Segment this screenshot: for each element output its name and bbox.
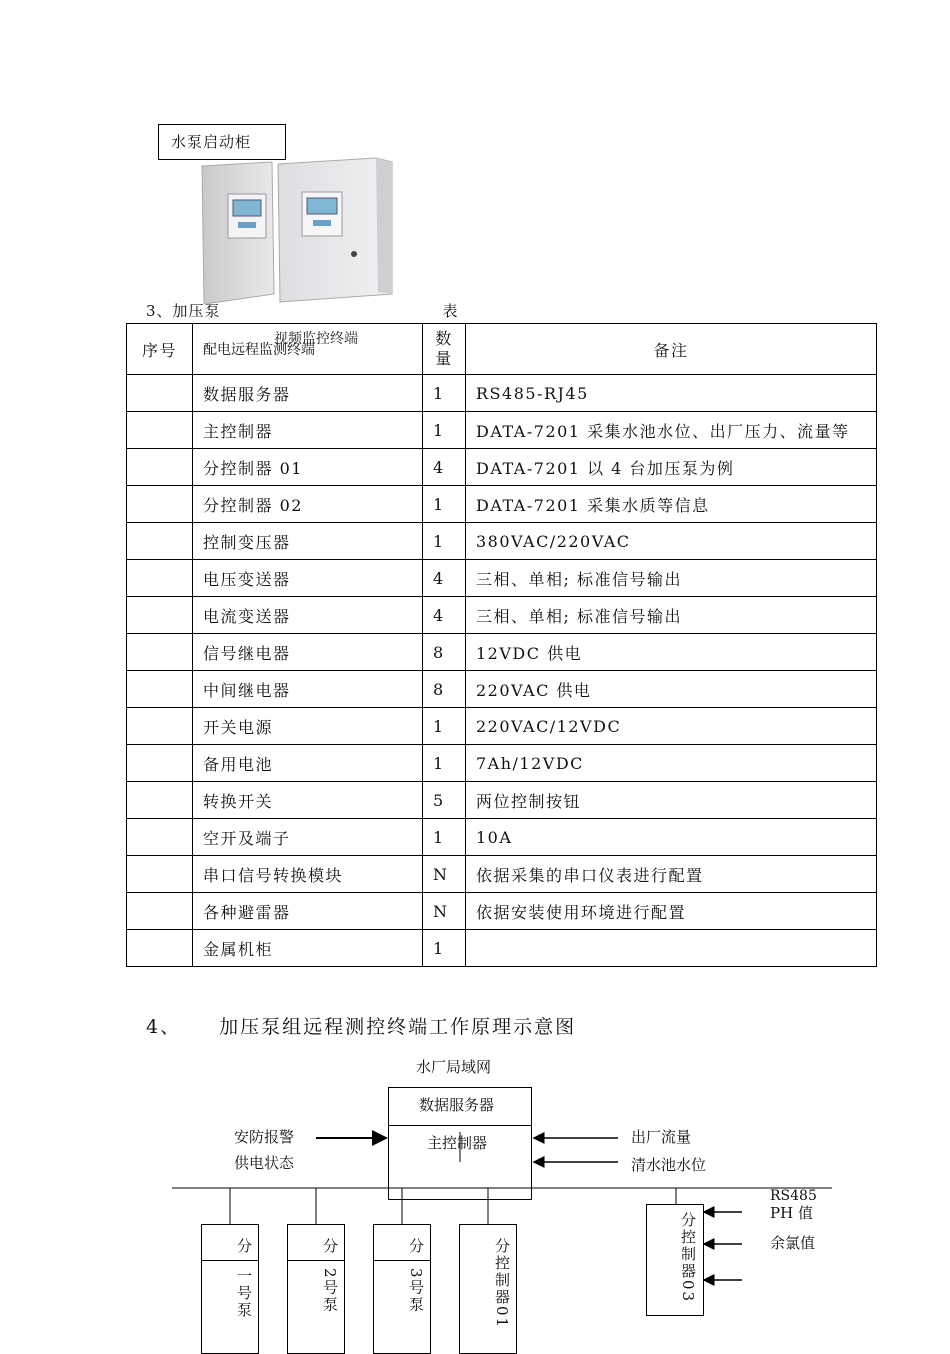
pump-box-3-divider xyxy=(373,1260,431,1261)
pump-1-top: 分 xyxy=(235,1238,253,1255)
cell-seq xyxy=(127,893,193,930)
cell-name: 控制变压器 xyxy=(193,523,423,560)
table-row xyxy=(127,523,877,560)
cell-name: 主控制器 xyxy=(193,412,423,449)
cell-seq xyxy=(127,930,193,967)
cell-note: 220VAC/12VDC xyxy=(466,708,877,745)
cell-seq xyxy=(127,782,193,819)
cell-seq xyxy=(127,412,193,449)
cell-note: DATA-7201 采集水池水位、出厂压力、流量等 xyxy=(466,412,877,449)
cell-qty: 4 xyxy=(423,449,466,486)
cell-seq xyxy=(127,486,193,523)
data-server-label: 数据服务器 xyxy=(419,1096,495,1114)
pump-box-2-divider xyxy=(287,1260,345,1261)
cell-note: 三相、单相; 标准信号输出 xyxy=(466,597,877,634)
table-row xyxy=(127,856,877,893)
header-name: 配电远程监测终端 xyxy=(193,324,423,375)
cell-name: 分控制器 02 xyxy=(193,486,423,523)
quality-input-chlorine: 余氯值 xyxy=(770,1234,816,1252)
table-row xyxy=(127,930,877,967)
cell-note: DATA-7201 采集水质等信息 xyxy=(466,486,877,523)
table-row xyxy=(127,560,877,597)
header-qty xyxy=(423,324,466,375)
sub-controller-01-label: 分控制器01 xyxy=(493,1238,511,1330)
cell-name: 分控制器 01 xyxy=(193,449,423,486)
cell-name: 数据服务器 xyxy=(193,375,423,412)
cell-qty: 5 xyxy=(423,782,466,819)
cell-note: 7Ah/12VDC xyxy=(466,745,877,782)
pump-3-top: 分 xyxy=(407,1238,425,1255)
cell-name: 中间继电器 xyxy=(193,671,423,708)
cell-name: 信号继电器 xyxy=(193,634,423,671)
cell-note: 三相、单相; 标准信号输出 xyxy=(466,560,877,597)
cell-qty: N xyxy=(423,856,466,893)
table-row xyxy=(127,375,877,412)
table-row xyxy=(127,745,877,782)
cell-seq xyxy=(127,819,193,856)
cell-name: 金属机柜 xyxy=(193,930,423,967)
table-row xyxy=(127,708,877,745)
cell-qty: 1 xyxy=(423,375,466,412)
cell-qty: 1 xyxy=(423,930,466,967)
cell-note xyxy=(466,930,877,967)
cell-note: 依据安装使用环境进行配置 xyxy=(466,893,877,930)
pump-3-label: 3号泵 xyxy=(407,1268,425,1314)
table-row xyxy=(127,893,877,930)
table-caption-tail: 表 xyxy=(442,302,459,320)
sub-controller-03-label: 分控制器03 xyxy=(679,1212,697,1304)
left-input-2: 供电状态 xyxy=(234,1154,295,1172)
cell-seq xyxy=(127,523,193,560)
cell-note: 380VAC/220VAC xyxy=(466,523,877,560)
cell-qty: 4 xyxy=(423,560,466,597)
cell-name: 电压变送器 xyxy=(193,560,423,597)
cell-name: 各种避雷器 xyxy=(193,893,423,930)
cell-note: DATA-7201 以 4 台加压泵为例 xyxy=(466,449,877,486)
table-row xyxy=(127,449,877,486)
table-row xyxy=(127,671,877,708)
cell-note: 依据采集的串口仪表进行配置 xyxy=(466,856,877,893)
table-row xyxy=(127,782,877,819)
pump-box-1-divider xyxy=(201,1260,259,1261)
header-qty-line1: 数 xyxy=(435,329,453,348)
pump-1-label: 一号泵 xyxy=(235,1268,253,1319)
cell-qty: 1 xyxy=(423,486,466,523)
cell-qty: 1 xyxy=(423,708,466,745)
table-caption xyxy=(146,300,459,321)
table-caption-text: 3、加压泵 xyxy=(146,302,221,320)
section-title xyxy=(146,1012,576,1039)
cell-seq xyxy=(127,560,193,597)
cell-qty: 1 xyxy=(423,412,466,449)
left-input-1: 安防报警 xyxy=(234,1128,295,1146)
header-note: 备注 xyxy=(466,324,877,375)
cell-name: 转换开关 xyxy=(193,782,423,819)
cell-name: 串口信号转换模块 xyxy=(193,856,423,893)
cell-qty: 8 xyxy=(423,634,466,671)
cell-seq xyxy=(127,375,193,412)
table-row xyxy=(127,634,877,671)
lan-label: 水厂局域网 xyxy=(416,1058,492,1076)
pump-2-top: 分 xyxy=(321,1238,339,1255)
section-title-text: 加压泵组远程测控终端工作原理示意图 xyxy=(219,1016,577,1038)
cell-note: 两位控制按钮 xyxy=(466,782,877,819)
cell-note: 12VDC 供电 xyxy=(466,634,877,671)
cell-seq xyxy=(127,449,193,486)
right-input-2: 清水池水位 xyxy=(631,1156,707,1174)
cell-qty: N xyxy=(423,893,466,930)
cell-seq xyxy=(127,671,193,708)
cell-seq xyxy=(127,634,193,671)
cell-seq xyxy=(127,597,193,634)
cabinet-illustration xyxy=(198,154,394,310)
cell-name: 开关电源 xyxy=(193,708,423,745)
cell-note: 220VAC 供电 xyxy=(466,671,877,708)
cell-name: 备用电池 xyxy=(193,745,423,782)
header-qty-line2: 量 xyxy=(435,349,453,368)
pump-2-label: 2号泵 xyxy=(321,1268,339,1314)
table-row xyxy=(127,412,877,449)
cell-qty: 1 xyxy=(423,819,466,856)
table-row xyxy=(127,597,877,634)
header-seq: 序号 xyxy=(127,324,193,375)
cell-qty: 8 xyxy=(423,671,466,708)
cell-qty: 4 xyxy=(423,597,466,634)
cell-seq xyxy=(127,708,193,745)
cell-seq xyxy=(127,856,193,893)
cell-name: 空开及端子 xyxy=(193,819,423,856)
table-row xyxy=(127,486,877,523)
table-header-row xyxy=(127,324,877,375)
cell-qty: 1 xyxy=(423,745,466,782)
cell-note: RS485-RJ45 xyxy=(466,375,877,412)
equipment-table xyxy=(126,323,877,967)
cell-seq xyxy=(127,745,193,782)
right-input-1: 出厂流量 xyxy=(631,1128,692,1146)
cell-name: 电流变送器 xyxy=(193,597,423,634)
quality-input-ph: PH 值 xyxy=(770,1204,813,1222)
table-row xyxy=(127,819,877,856)
table-caption-sub: 视频监控终端 xyxy=(274,331,358,347)
section-number: 4、 xyxy=(146,1016,182,1038)
main-controller-label: 主控制器 xyxy=(427,1134,488,1152)
rs485-label: RS485 xyxy=(770,1188,817,1204)
cabinet-label: 水泵启动柜 xyxy=(171,133,252,151)
cell-note: 10A xyxy=(466,819,877,856)
cell-qty: 1 xyxy=(423,523,466,560)
